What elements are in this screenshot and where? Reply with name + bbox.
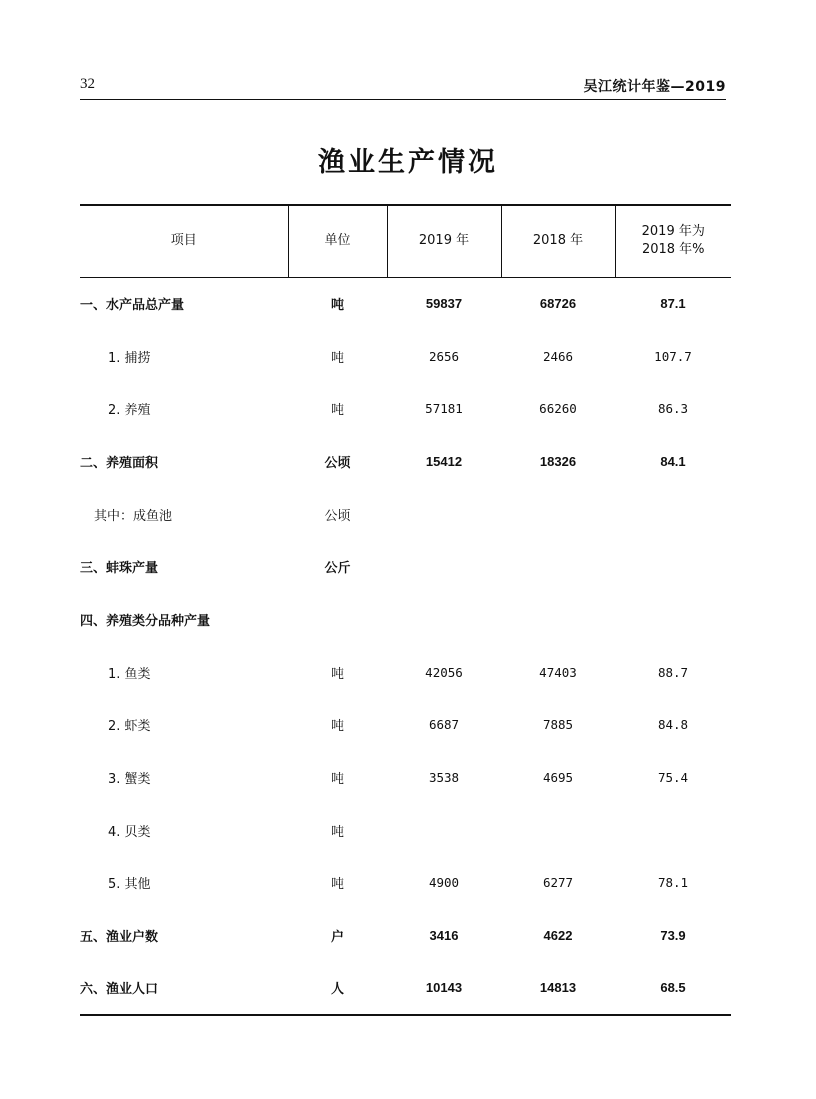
cell-y2019: [387, 488, 501, 541]
document-title: 渔业生产情况: [318, 147, 498, 178]
cell-ratio: 87.1: [660, 296, 686, 312]
cell-y2018: 18326: [539, 453, 577, 469]
cell-item: 1. 捕捞: [108, 350, 151, 366]
cell-y2018: 47403: [539, 664, 577, 680]
column-header-line: 2019 年: [418, 233, 470, 249]
page-header: [80, 76, 726, 98]
column-header-unit: [288, 205, 387, 277]
cell-unit: 吨: [330, 298, 344, 314]
cell-y2018: [501, 540, 615, 593]
table-row: [80, 435, 731, 488]
cell-ratio: 84.8: [657, 717, 689, 733]
table-header-row: [80, 205, 731, 277]
fishery-production-table: [80, 204, 731, 1016]
cell-y2019: 3416: [429, 928, 459, 944]
header-rule: [80, 99, 726, 100]
cell-y2019: 42056: [425, 664, 463, 680]
column-header-item: [80, 205, 288, 277]
cell-y2018: 2466: [542, 348, 574, 364]
cell-y2018: 6277: [542, 875, 574, 891]
table-header: [80, 205, 731, 277]
cell-y2018: 14813: [501, 962, 615, 1015]
cell-y2019: 15412: [425, 453, 463, 469]
cell-unit: 吨: [330, 666, 344, 682]
cell-item: 六、渔业人口: [80, 962, 288, 1015]
cell-y2018: 66260: [539, 401, 577, 417]
cell-ratio: [615, 804, 731, 857]
cell-y2018: [501, 593, 615, 646]
table-row: [80, 330, 731, 383]
cell-item: 五、渔业户数: [80, 930, 159, 946]
table-row: [80, 804, 731, 857]
cell-item: 2. 养殖: [108, 403, 151, 419]
cell-ratio: [615, 540, 731, 593]
cell-unit: 吨: [330, 719, 344, 735]
column-header-ratio: [615, 205, 731, 277]
cell-item: 其中：成鱼池: [94, 508, 173, 524]
column-header-line: 2018 年: [532, 233, 584, 249]
table-row: [80, 962, 731, 1015]
cell-y2019: [387, 540, 501, 593]
cell-y2018: 7885: [542, 717, 574, 733]
table-row: [80, 751, 731, 804]
cell-y2019: 57181: [425, 401, 463, 417]
cell-ratio: 73.9: [660, 928, 686, 944]
table-row: [80, 857, 731, 910]
cell-unit: 吨: [330, 772, 344, 788]
running-title: 吴江统计年鉴—2019: [583, 79, 726, 95]
table-row: [80, 646, 731, 699]
cell-y2018: [501, 804, 615, 857]
cell-ratio: 88.7: [657, 664, 689, 680]
table-row: [80, 382, 731, 435]
table-row: [80, 699, 731, 752]
table-row: [80, 488, 731, 541]
cell-y2019: 4900: [428, 875, 460, 891]
cell-item: 2. 虾类: [108, 719, 151, 735]
cell-unit: 吨: [330, 824, 344, 840]
cell-y2019: 2656: [428, 348, 460, 364]
column-header-line: 单位: [324, 233, 351, 249]
cell-item: 5. 其他: [108, 877, 151, 893]
cell-unit: [288, 593, 387, 646]
cell-y2019: [387, 804, 501, 857]
cell-unit: 公顷: [324, 455, 351, 471]
cell-unit: 户: [330, 930, 344, 946]
cell-y2019: 3538: [428, 770, 460, 786]
cell-y2018: [501, 488, 615, 541]
cell-y2019: [387, 593, 501, 646]
page-number: 32: [80, 76, 95, 92]
table-row: [80, 540, 731, 593]
column-header-line: 2018 年%: [641, 242, 705, 258]
table-row: [80, 909, 731, 962]
cell-unit: 吨: [330, 350, 344, 366]
column-header-line: 项目: [170, 233, 197, 249]
cell-ratio: 84.1: [660, 453, 686, 469]
column-header-y2018: [501, 205, 615, 277]
cell-y2018: 68726: [539, 296, 577, 312]
cell-y2019: 59837: [425, 296, 463, 312]
cell-y2019: 10143: [387, 962, 501, 1015]
cell-ratio: 107.7: [654, 348, 692, 364]
cell-item: 三、蚌珠产量: [80, 561, 159, 577]
cell-item: 四、养殖类分品种产量: [80, 613, 211, 629]
cell-item: 一、水产品总产量: [80, 298, 185, 314]
cell-item: 3. 蟹类: [108, 772, 151, 788]
cell-ratio: [615, 593, 731, 646]
cell-unit: 公顷: [324, 508, 351, 524]
cell-ratio: [615, 488, 731, 541]
cell-ratio: 86.3: [657, 401, 689, 417]
cell-y2018: 4622: [543, 928, 573, 944]
table-body: [80, 277, 731, 1015]
cell-unit: 公斤: [324, 561, 351, 577]
cell-ratio: 78.1: [657, 875, 689, 891]
cell-item: 4. 贝类: [108, 824, 151, 840]
cell-y2019: 6687: [428, 717, 460, 733]
column-header-line: 2019 年为: [641, 224, 705, 240]
cell-item: 二、养殖面积: [80, 455, 159, 471]
cell-unit: 吨: [330, 877, 344, 893]
cell-ratio: 75.4: [657, 770, 689, 786]
cell-y2018: 4695: [542, 770, 574, 786]
column-header-y2019: [387, 205, 501, 277]
cell-unit: 人: [288, 962, 387, 1015]
cell-ratio: 68.5: [615, 962, 731, 1015]
table-row: [80, 593, 731, 646]
cell-item: 1. 鱼类: [108, 666, 151, 682]
table-row: [80, 277, 731, 330]
cell-unit: 吨: [330, 403, 344, 419]
